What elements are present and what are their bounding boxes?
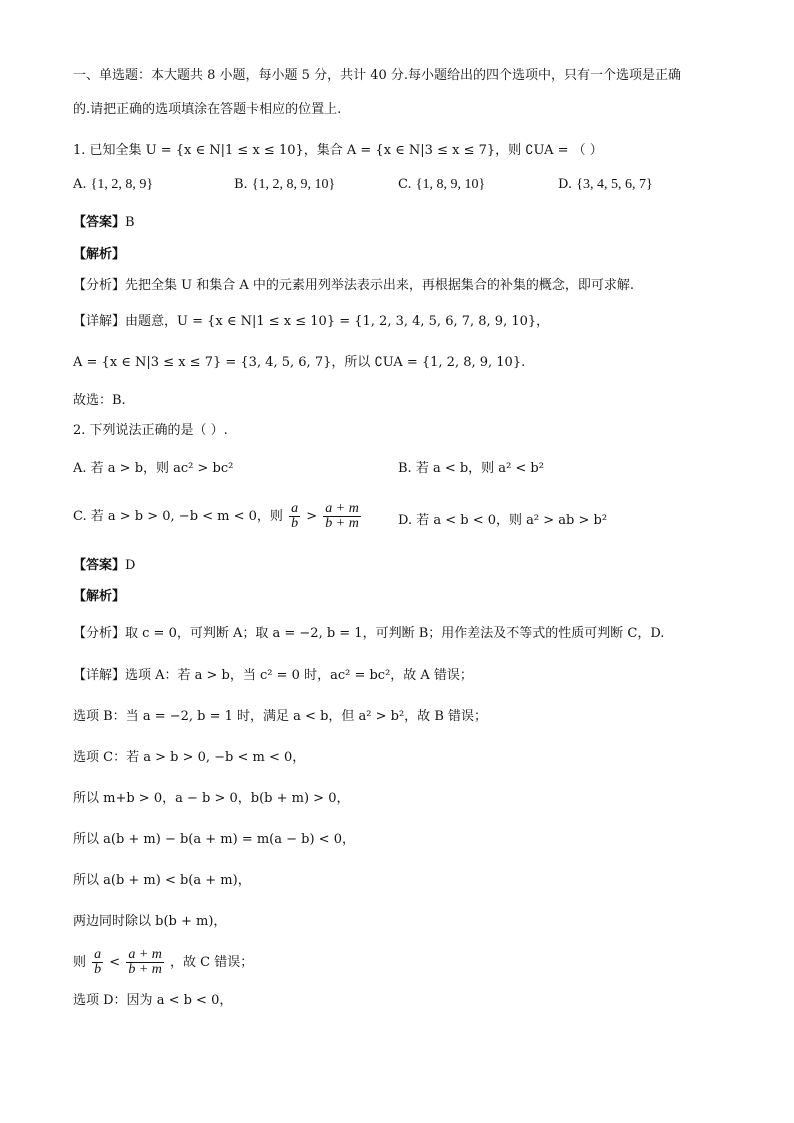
fraction-numerator: a — [291, 501, 299, 516]
heading-line-1: 一、单选题：本大题共 8 小题，每小题 5 分，共计 40 分.每小题给出的四个选项中，只有一个选项是正确 — [73, 68, 682, 83]
q2-option-a: A. 若 a > b，则 ac² > bc² — [73, 461, 234, 476]
q2-answer — [73, 556, 135, 576]
q2-detail-line-9: 选项 D：因为 a < b < 0， — [73, 993, 233, 1008]
q2-detail-line-8 — [73, 948, 253, 977]
q2-fenxi: 【分析】取 c = 0，可判断 A；取 a = −2, b = 1，可判断 B；用作差法及不等式的性质可判断 C，D. — [73, 626, 665, 641]
q1-xiangjie-1: 【详解】由题意，U = {x ∈ N|1 ≤ x ≤ 10} = {1, 2, 3, 4, 5, 6, 7, 8, 9, 10}， — [73, 314, 550, 329]
greater-than-sign: > — [306, 509, 318, 524]
q1-choose: 故选：B. — [73, 393, 126, 408]
option-label: A. — [73, 177, 87, 192]
fraction — [92, 948, 103, 977]
q2-option-d: D. 若 a < b < 0，则 a² > ab > b² — [398, 513, 608, 528]
heading-line-2: 的.请把正确的选项填涂在答题卡相应的位置上. — [73, 102, 342, 117]
q2-detail-line-5: 所以 a(b + m) − b(a + m) = m(a − b) < 0， — [73, 832, 355, 847]
fraction-numerator: a + m — [325, 501, 359, 516]
option-c-text: C. 若 a > b > 0, −b < m < 0，则 — [73, 509, 283, 524]
option-label: C. — [398, 177, 412, 192]
answer-value: B — [125, 215, 135, 230]
option-label: D. — [558, 177, 573, 192]
fraction — [126, 948, 164, 977]
q2-detail-line-6: 所以 a(b + m) < b(a + m)， — [73, 873, 251, 888]
option-value: {1, 2, 8, 9} — [90, 177, 154, 192]
q2-option-c — [73, 502, 363, 531]
q2-detail-line-1: 【详解】选项 A：若 a > b，当 c² = 0 时，ac² = bc²，故 A 错误； — [73, 668, 473, 683]
q1-option-d — [558, 177, 653, 193]
q2-option-b: B. 若 a < b，则 a² < b² — [398, 461, 544, 476]
fraction — [289, 502, 300, 531]
fraction-denominator: b — [291, 516, 299, 531]
q2-detail-line-4: 所以 m+b > 0，a − b > 0，b(b + m) > 0， — [73, 791, 350, 806]
q1-analysis-tag: 【解析】 — [73, 247, 126, 262]
q2-detail-line-7: 两边同时除以 b(b + m)， — [73, 914, 227, 929]
q1-option-c — [398, 177, 485, 193]
fraction-numerator: a — [94, 947, 102, 962]
q2-detail-line-2: 选项 B：当 a = −2, b = 1 时，满足 a < b，但 a² > b²，故 B 错误； — [73, 709, 488, 724]
fraction-denominator: b + m — [128, 962, 162, 977]
q1-option-a — [73, 177, 153, 193]
option-label: B. — [234, 177, 248, 192]
line-prefix: 则 — [73, 955, 87, 970]
option-value: {3, 4, 5, 6, 7} — [576, 177, 653, 192]
q1-option-b — [234, 177, 335, 193]
option-value: {1, 2, 8, 9, 10} — [251, 177, 336, 192]
q1-stem: 1. 已知全集 U = {x ∈ N|1 ≤ x ≤ 10}，集合 A = {x ∈ N|3 ≤ x ≤ 7}，则 ∁UA = （ ） — [73, 143, 603, 158]
answer-value: D — [125, 558, 136, 573]
q2-detail-line-3: 选项 C：若 a > b > 0, −b < m < 0， — [73, 750, 306, 765]
answer-tag: 【答案】 — [73, 215, 126, 230]
less-than-sign: < — [109, 955, 121, 970]
fraction — [323, 502, 361, 531]
fraction-denominator: b + m — [325, 516, 359, 531]
fraction-numerator: a + m — [128, 947, 162, 962]
fraction-denominator: b — [94, 962, 102, 977]
line-suffix: ，故 C 错误； — [170, 955, 254, 970]
q1-xiangjie-2: A = {x ∈ N|3 ≤ x ≤ 7} = {3, 4, 5, 6, 7}，所以 ∁UA = {1, 2, 8, 9, 10}. — [73, 355, 526, 370]
option-value: {1, 8, 9, 10} — [415, 177, 486, 192]
q2-analysis-tag: 【解析】 — [73, 589, 126, 604]
q1-fenxi: 【分析】先把全集 U 和集合 A 中的元素用列举法表示出来，再根据集合的补集的概念，即可求解. — [73, 278, 635, 293]
q2-stem: 2. 下列说法正确的是（ ）. — [73, 423, 228, 438]
answer-tag: 【答案】 — [73, 558, 126, 573]
q1-answer — [73, 213, 135, 233]
